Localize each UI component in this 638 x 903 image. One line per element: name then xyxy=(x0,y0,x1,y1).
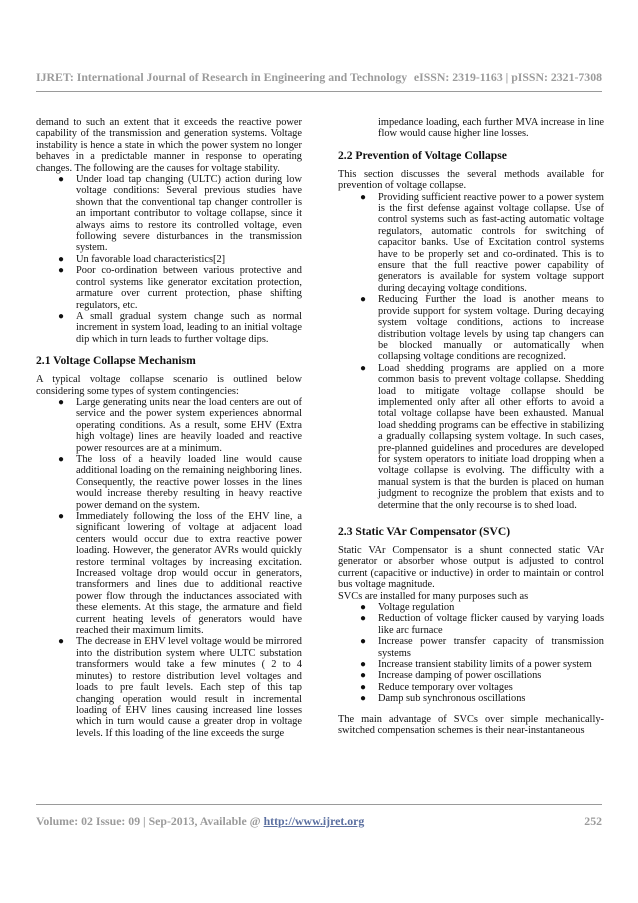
section-2-3-intro: Static VAr Compensator is a shunt connected static VAr generator or absorber whose output is adjusted to control current (capacitive or inductive) in order to maintain or control bus voltage magnitude. xyxy=(338,545,604,591)
continued-list-text: impedance loading, each further MVA increase in line flow would cause higher line losses. xyxy=(378,117,604,140)
section-2-1-intro: A typical voltage collapse scenario is outlined below considering some types of system contingencies: xyxy=(36,374,302,397)
list-item: ● Increase damping of power oscillations xyxy=(360,670,542,682)
right-column xyxy=(338,117,604,737)
bullet-icon: ● xyxy=(360,681,367,693)
list-item: ● Increase power transfer capacity of transmission systems xyxy=(360,636,604,659)
bullet-icon: ● xyxy=(360,602,367,614)
bullet-icon: ● xyxy=(360,613,367,625)
section-heading-2-1: 2.1 Voltage Collapse Mechanism xyxy=(36,354,196,368)
list-item: ● Increase transient stability limits of a power system xyxy=(360,659,592,671)
bullet-icon: ● xyxy=(58,636,65,648)
list-item: ● The loss of a heavily loaded line would cause additional loading on the remaining neighboring lines. Consequently, the reactive power losses in the lines would increase thereby resulting in heavy reactive power demand on the system. xyxy=(58,453,302,511)
bullet-icon: ● xyxy=(58,174,65,186)
list-item: ● Reduce temporary over voltages xyxy=(360,681,513,693)
running-footer xyxy=(36,814,602,829)
list-item: ● A small gradual system change such as normal increment in system load, leading to an initial voltage dip which in turn leads to further voltage dips. xyxy=(58,310,302,345)
section-heading-2-3: 2.3 Static VAr Compensator (SVC) xyxy=(338,525,511,538)
bullet-icon: ● xyxy=(360,362,367,374)
bullet-icon: ● xyxy=(58,453,65,465)
intro-paragraph: demand to such an extent that it exceeds the reactive power capability of the transmission and generation systems. Voltage instability is hence a state in which the power system no longer behaves in a predictable manner in response to operating changes. The following are the causes for voltage stability. xyxy=(36,117,302,174)
bullet-icon: ● xyxy=(58,310,65,322)
list-item: ● Providing sufficient reactive power to a power system is the first defense against voltage collapse. Use of control systems such as fast-acting automatic voltage regulators, automatic controls for switching of capacitor banks. Use of Excitation control systems have to be properly set and co-ordinated. This is to ensure that the full reactive power capability of generators is available for system voltage support during decaying voltage conditions. xyxy=(360,191,604,294)
footer-rule xyxy=(36,804,602,805)
scenario-list xyxy=(36,397,302,739)
list-item: ● Un favorable load characteristics[2] xyxy=(58,253,226,265)
running-header xyxy=(36,70,602,85)
bullet-icon: ● xyxy=(360,636,367,648)
list-item: ● Under load tap changing (ULTC) action during low voltage conditions: Several previous studies have shown that the conventional tap changer controller is an important contributor to voltage collapse, since it always aims to restore its controlled voltage, even following severe disturbances in the transmission system. xyxy=(58,174,302,254)
bullet-icon: ● xyxy=(360,693,367,705)
bullet-icon: ● xyxy=(58,396,65,408)
bullet-icon: ● xyxy=(58,265,65,277)
list-item: ● Damp sub synchronous oscillations xyxy=(360,693,526,705)
prevention-list xyxy=(338,192,604,511)
bullet-icon: ● xyxy=(360,659,367,671)
journal-issn: eISSN: 2319-1163 | pISSN: 2321-7308 xyxy=(413,70,602,84)
list-item: ● Immediately following the loss of the EHV line, a significant lowering of voltage at adjacent load centers would occur due to extra reactive power loading. However, the generator AVRs would quickly restore terminal voltages by increasing excitation. Increased voltage drop would occur in generators, transformers and lines due to additional reactive power flow through the inductances associated with these elements. At this stage, the armature and field current heating levels of generators would have reached their maximum limits. xyxy=(58,511,302,637)
list-item: ● Reducing Further the load is another means to provide support for system voltage. During decaying system voltage conditions, actions to increase distribution voltage levels by using tap changers can be blocked manually or automatically when collapsing voltage conditions are recognized. xyxy=(360,294,604,363)
bullet-icon: ● xyxy=(58,253,65,265)
svc-uses-intro: SVCs are installed for many purposes such as xyxy=(338,590,529,602)
list-item: ● Large generating units near the load centers are out of service and the power system experiences abnormal operating conditions. As a result, some EHV (Extra high voltage) lines are heavily loaded and reactive power resources are at a minimum. xyxy=(58,396,302,454)
volume-info: Volume: 02 Issue: 09 | Sep-2013, Available @ xyxy=(36,814,264,828)
header-rule xyxy=(36,91,602,92)
list-item: ● Voltage regulation xyxy=(360,602,455,614)
bullet-icon: ● xyxy=(360,294,367,306)
list-item: ● The decrease in EHV level voltage would be mirrored into the distribution system where ULTC substation transformers would take a few minutes ( 2 to 4 minutes) to restore distribution level voltages and loads to pre fault levels. Each step of this tap changing operation would result in incremental loading of EHV lines causing increased line losses which in turn would cause a greater drop in voltage levels. If this loading of the line exceeds the surge xyxy=(58,636,302,739)
causes-list xyxy=(36,174,302,345)
left-column xyxy=(36,117,302,739)
section-heading-2-2: 2.2 Prevention of Voltage Collapse xyxy=(338,148,507,162)
bullet-icon: ● xyxy=(360,670,367,682)
list-item: ● Reduction of voltage flicker caused by varying loads like arc furnace xyxy=(360,613,604,636)
section-2-2-intro: This section discusses the several methods available for prevention of voltage collapse. xyxy=(338,168,604,192)
closing-paragraph: The main advantage of SVCs over simple mechanically-switched compensation schemes is their near-instantaneous xyxy=(338,713,604,737)
list-item: ● Poor co-ordination between various protective and control systems like generator excitation protection, armature over current protection, phase shifting regulators, etc. xyxy=(58,265,302,311)
bullet-icon: ● xyxy=(58,511,65,522)
bullet-icon: ● xyxy=(360,191,367,203)
page-number: 252 xyxy=(584,814,602,828)
svc-uses-list xyxy=(338,602,604,705)
journal-name: IJRET: International Journal of Research in Engineering and Technology xyxy=(36,70,408,84)
journal-link[interactable]: http://www.ijret.org xyxy=(263,814,365,828)
list-item: ● Load shedding programs are applied on a more common basis to prevent voltage collapse. Shedding load to mitigate voltage collapse should be implemented only after all other efforts to avoid a total voltage collapse have been exhausted. Manual load shedding programs can be effective in stabilizing a gradually collapsing system voltage. In such cases, pre-planned guidelines and procedures are developed for system operators to initiate load dropping when a voltage collapse is evolving. The difficulty with a manual system is that the burden is placed on human judgment to recognize the problem that exists and to determine that the only recourse is to shed load. xyxy=(360,362,604,511)
